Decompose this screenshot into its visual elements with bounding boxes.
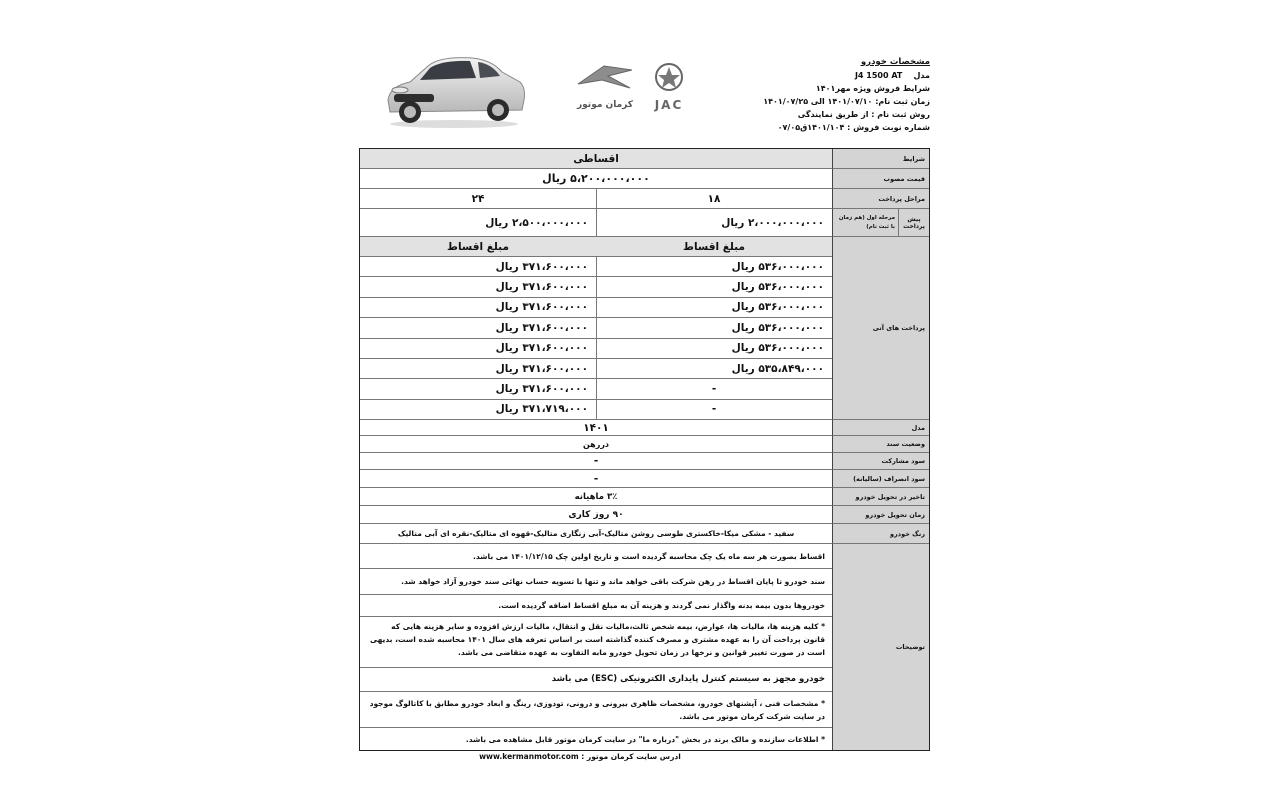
label-payment-stages: مراحل پرداخت [832,189,929,209]
price-table [359,148,930,751]
footer [470,752,690,761]
jac-logo [640,62,698,110]
kerman-motor-logo-text: کرمان موتور [576,100,634,110]
installment-18-row: ۵۳۶،۰۰۰،۰۰۰ ریال [596,277,832,297]
specs-sale-round: شماره نوبت فروش : ۱۴۰۱/۱۰۴ق۰۷/۰۵ [777,123,930,132]
installment-18-row: ۵۳۶،۰۰۰،۰۰۰ ریال [596,318,832,338]
value-price: ۵،۲۰۰،۰۰۰،۰۰۰ ریال [360,169,832,189]
installment-24-row: ۳۷۱،۶۰۰،۰۰۰ ریال [360,359,596,379]
car-image [380,48,528,130]
installment-18-row: - [596,400,832,420]
label-conditions: شرایط [832,149,929,169]
installment-24-row: ۳۷۱،۶۰۰،۰۰۰ ریال [360,277,596,297]
prepay-24: ۲،۵۰۰،۰۰۰،۰۰۰ ریال [360,209,596,237]
label-prepayment-group [832,209,929,237]
vehicle-specs [760,56,930,134]
note-2: سند خودرو تا پایان اقساط در رهن شرکت باقی خواهد ماند و تنها با تسویه حساب نهائی سند خودرو آزاد خواهد شد. [360,569,832,595]
value-delivery-time: ۹۰ روز کاری [360,506,832,524]
label-delivery-time: زمان تحویل خودرو [832,506,929,524]
specs-model-value: J4 1500 AT [854,71,903,80]
installment-24-row: ۳۷۱،۶۰۰،۰۰۰ ریال [360,339,596,359]
label-model-year: مدل [832,420,929,436]
label-future-payments: پرداخت های آتی [832,237,929,420]
label-prepayment: پیش پرداخت [898,209,929,236]
specs-model-label: مدل [913,71,930,80]
kerman-motor-logo [574,62,636,110]
kerman-motor-emblem-icon [574,62,636,94]
value-document-status: دررهن [360,436,832,453]
value-participation-profit: - [360,453,832,470]
label-participation-profit: سود مشارکت [832,453,929,470]
note-1: اقساط بصورت هر سه ماه یک چک محاسبه گردیده است و تاریخ اولین چک ۱۴۰۱/۱۲/۱۵ می باشد. [360,544,832,569]
installment-18-row: ۵۳۶،۰۰۰،۰۰۰ ریال [596,257,832,277]
installment-18-row: ۵۳۵،۸۴۹،۰۰۰ ریال [596,359,832,379]
prepay-18: ۲،۰۰۰،۰۰۰،۰۰۰ ریال [596,209,832,237]
label-color: رنگ خودرو [832,524,929,544]
installment-18-row: ۵۳۶،۰۰۰،۰۰۰ ریال [596,298,832,318]
value-model-year: ۱۴۰۱ [360,420,832,436]
installment-24-row: ۳۷۱،۷۱۹،۰۰۰ ریال [360,400,596,420]
label-forfeit-profit: سود انصراف (سالیانه) [832,470,929,488]
note-7: * اطلاعات سازنده و مالک برند در بخش "درباره ما" در سایت کرمان موتور قابل مشاهده می باشد. [465,734,825,744]
note-3: خودروها بدون بیمه بدنه واگذار نمی گردند و هزینه آن به مبلغ اقساط اضافه گردیده است. [360,595,832,617]
installment-24-row: ۳۷۱،۶۰۰،۰۰۰ ریال [360,298,596,318]
installment-section [360,189,832,420]
label-first-stage: مرحله اول (هم زمان با ثبت نام) [838,214,895,230]
installment-24-row: ۳۷۱،۶۰۰،۰۰۰ ریال [360,318,596,338]
installment-header-18: مبلغ اقساط [596,237,832,257]
specs-model-line [760,69,930,82]
label-notes: توضیحات [832,544,929,750]
installment-header-24: مبلغ اقساط [360,237,596,257]
value-forfeit-profit: - [360,470,832,488]
col-header-18: ۱۸ [596,189,832,209]
note-5: خودرو مجهز به سیستم کنترل پایداری الکترونیکی (ESC) می باشد [360,668,832,692]
label-document-status: وضعیت سند [832,436,929,453]
value-delivery-delay: ۳٪ ماهیانه [360,488,832,506]
label-delivery-delay: تاخیر در تحویل خودرو [832,488,929,506]
installment-24-row: ۳۷۱،۶۰۰،۰۰۰ ریال [360,379,596,399]
installment-18-row: - [596,379,832,399]
specs-registration-method: روش ثبت نام : از طریق نمایندگی [797,110,930,119]
note-4: * کلیه هزینه ها، مالیات ها، عوارض، بیمه شخص ثالث،مالیات نقل و انتقال، مالیات ارزش افزوده و سایر هزینه هایی که قانون پرداخت آن را به عهده مشتری و مصرف کننده گذاشته است بر اساس تعرفه های سال ۱۴۰۱ محاسبه شده است، بدیهی است در صورت تغییر قوانین و نرخها در زمان تحویل خودرو مابه التفاوت به عهده متقاضی می باشد. [360,617,832,668]
installment-24-row: ۳۷۱،۶۰۰،۰۰۰ ریال [360,257,596,277]
col-header-24: ۲۴ [360,189,596,209]
specs-sale-conditions: شرایط فروش ویژه مهر۱۴۰۱ [815,84,930,93]
footer-url[interactable]: www.kermanmotor.com [479,752,579,761]
footer-label: ادرس سایت کرمان موتور : [581,752,681,761]
installment-18-row: ۵۳۶،۰۰۰،۰۰۰ ریال [596,339,832,359]
specs-title: مشخصات خودرو [860,57,930,67]
note-6: * مشخصات فنی ، آپشنهای خودرو، مشخصات ظاهری بیرونی و درونی، تودوزی، رینگ و ابعاد خودرو مطابق با کاتالوگ موجود در سایت شرکت کرمان موتور می باشد. [360,692,832,728]
jac-star-icon [640,62,698,94]
value-conditions: اقساطی [360,149,832,169]
value-color: سفید - مشکی میکا-خاکستری طوسی روشن متالیک-آبی زنگاری متالیک-قهوه ای متالیک-نقره ای آبی متالیک [360,524,832,544]
jac-logo-text: JAC [654,98,684,112]
label-price: قیمت مصوب [832,169,929,189]
specs-registration-time: زمان ثبت نام: ۱۴۰۱/۰۷/۱۰ الی ۱۴۰۱/۰۷/۲۵ [763,97,930,106]
